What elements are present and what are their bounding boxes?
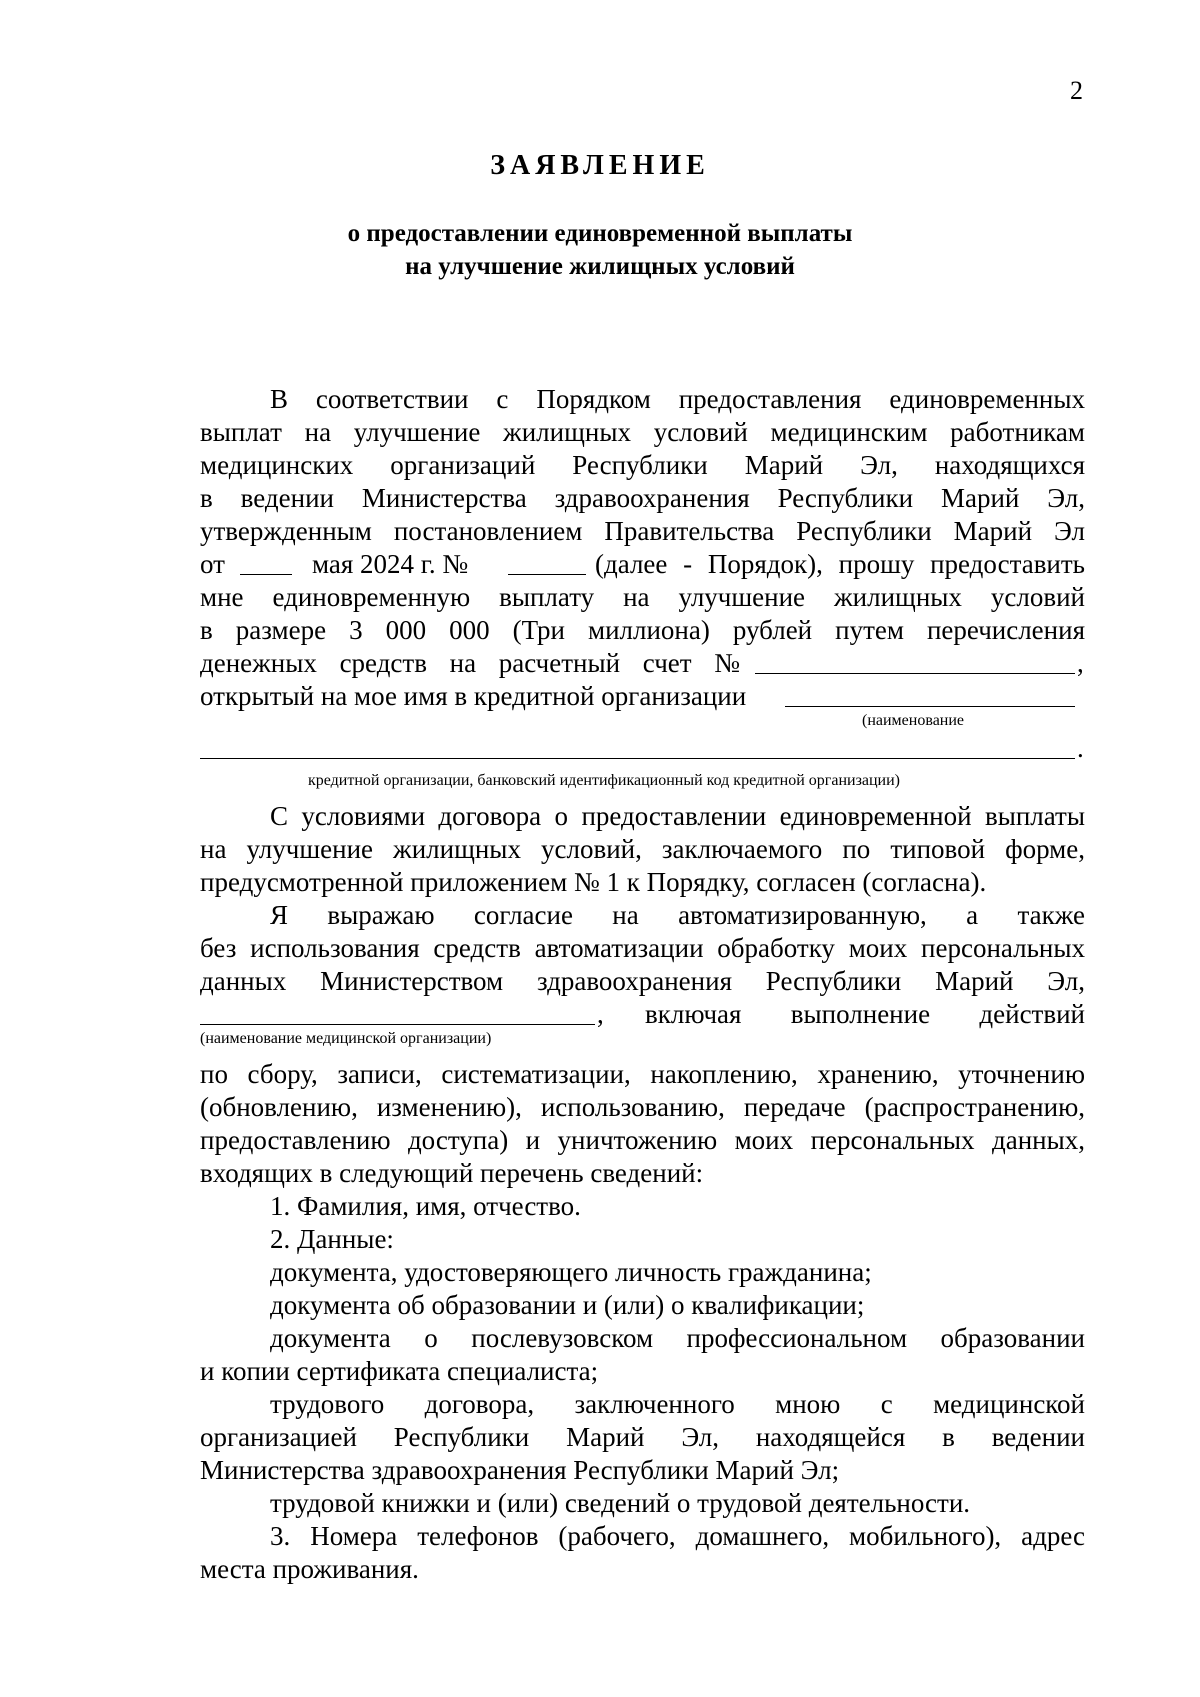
para3-line5: по сбору, записи, систематизации, накоплению, хранению, уточнению: [200, 1059, 1085, 1089]
list-subitem-4-line2: организацией Республики Марий Эл, находящейся в ведении: [200, 1422, 1085, 1452]
para1-line9-text: денежных средств на расчетный счет №: [200, 648, 740, 678]
para1-line9-comma: ,: [1077, 648, 1084, 678]
para3-line6: (обновлению, изменению), использованию, передаче (распространению,: [200, 1092, 1085, 1122]
para2-line1: С условиями договора о предоставлении единовременной выплаты: [270, 801, 1085, 831]
para3-line4-comma: ,: [597, 999, 604, 1029]
bank-details-blank[interactable]: [200, 758, 1075, 759]
para3-line8: входящих в следующий перечень сведений:: [200, 1158, 704, 1188]
list-subitem-2: документа об образовании и (или) о квалификации;: [270, 1290, 865, 1320]
para1-line1: В соответствии с Порядком предоставления единовременных: [270, 384, 1085, 414]
para1-line7: мне единовременную выплату на улучшение жилищных условий: [200, 582, 1085, 612]
list-subitem-3-line2: и копии сертификата специалиста;: [200, 1356, 599, 1386]
list-item-3-line1: 3. Номера телефонов (рабочего, домашнего, мобильного), адрес: [270, 1521, 1085, 1551]
list-subitem-4-line1: трудового договора, заключенного мною с медицинской: [270, 1389, 1085, 1419]
medical-org-caption: (наименование медицинской организации): [200, 1030, 492, 1047]
para3-line1: Я выражаю согласие на автоматизированную, а также: [270, 900, 1085, 930]
page-number: 2: [1070, 76, 1083, 105]
list-item-3-line2: места проживания.: [200, 1554, 419, 1584]
para1-line4: в ведении Министерства здравоохранения Республики Марий Эл,: [200, 483, 1085, 513]
para3-line7: предоставлению доступа) и уничтожению моих персональных данных,: [200, 1125, 1085, 1155]
para1-line6-rest: (далее - Порядок), прошу предоставить: [595, 549, 1085, 579]
list-item-2: 2. Данные:: [270, 1224, 394, 1254]
document-subtitle-line2: на улучшение жилищных условий: [405, 253, 795, 280]
list-subitem-1: документа, удостоверяющего личность гражданина;: [270, 1257, 872, 1287]
bank-name-caption: (наименование: [862, 712, 965, 729]
para1-line3: медицинских организаций Республики Марий Эл, находящихся: [200, 450, 1085, 480]
document-title: ЗАЯВЛЕНИЕ: [490, 150, 710, 181]
list-subitem-4-line3: Министерства здравоохранения Республики Марий Эл;: [200, 1455, 840, 1485]
para1-line6-from: от: [200, 549, 225, 579]
bank-details-period: .: [1077, 733, 1084, 763]
account-number-blank[interactable]: [755, 673, 1075, 674]
decree-number-blank[interactable]: [508, 574, 586, 575]
para3-line4-text: включая выполнение действий: [645, 999, 1085, 1029]
para1-line6-month: мая 2024 г. №: [312, 549, 469, 579]
bank-name-blank[interactable]: [785, 706, 1075, 707]
list-subitem-5: трудовой книжки и (или) сведений о трудовой деятельности.: [270, 1488, 971, 1518]
para2-line3: предусмотренной приложением № 1 к Порядку, согласен (согласна).: [200, 867, 987, 897]
para1-line10-text: открытый на мое имя в кредитной организации: [200, 681, 747, 711]
bank-details-caption: кредитной организации, банковский идентификационный код кредитной организации): [308, 772, 901, 789]
para3-line3: данных Министерством здравоохранения Республики Марий Эл,: [200, 966, 1085, 996]
date-day-blank[interactable]: [240, 574, 292, 575]
para1-line5: утвержденным постановлением Правительства Республики Марий Эл: [200, 516, 1085, 546]
document-subtitle-line1: о предоставлении единовременной выплаты: [347, 220, 853, 247]
para1-line2: выплат на улучшение жилищных условий медицинским работникам: [200, 417, 1085, 447]
para3-line2: без использования средств автоматизации обработку моих персональных: [200, 933, 1085, 963]
para2-line2: на улучшение жилищных условий, заключаемого по типовой форме,: [200, 834, 1085, 864]
list-item-1: 1. Фамилия, имя, отчество.: [270, 1191, 581, 1221]
para1-line8: в размере 3 000 000 (Три миллиона) рублей путем перечисления: [200, 615, 1085, 645]
medical-org-blank[interactable]: [200, 1024, 595, 1025]
list-subitem-3-line1: документа о послевузовском профессиональном образовании: [270, 1323, 1085, 1353]
